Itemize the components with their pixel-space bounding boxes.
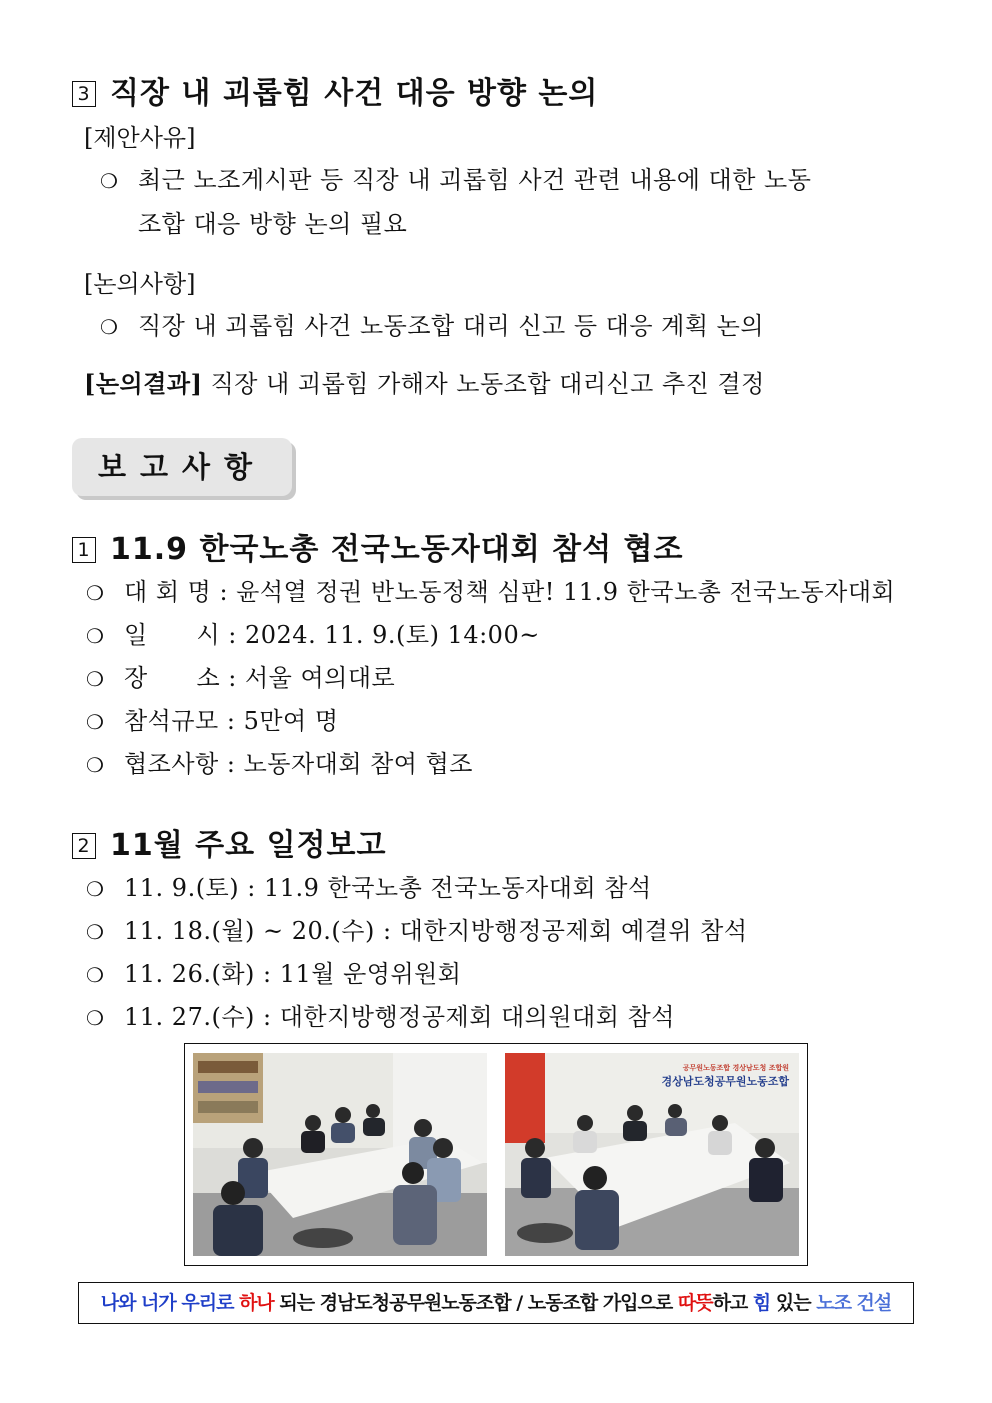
result-line	[84, 364, 765, 399]
slogan-part: 나와 너가 우리로	[100, 1292, 240, 1314]
section-3-title-text: 직장 내 괴롭힘 사건 대응 방향 논의	[110, 76, 599, 111]
list-item-text: 11. 18.(월) ~ 20.(수) : 대한지방행정공제회 예결위 참석	[124, 917, 748, 945]
list-item-text: 11. 26.(화) : 11월 운영위원회	[124, 960, 462, 988]
bullet-circle-icon: ❍	[86, 667, 105, 691]
section-number-box: 1	[72, 537, 96, 563]
bullet-circle-icon: ❍	[86, 624, 105, 648]
result-label: [논의결과]	[84, 369, 203, 398]
slogan-part: 하나	[239, 1292, 274, 1314]
bullet-circle-icon: ❍	[86, 581, 105, 605]
meeting-photo-1	[193, 1053, 487, 1256]
list-item	[86, 615, 540, 650]
slogan-part: 되는 경남도청공무원노동조합 / 노동조합 가입으로	[273, 1292, 678, 1314]
discuss-label: [논의사항]	[84, 270, 196, 298]
reason-label: [제안사유]	[84, 124, 196, 152]
list-item	[86, 911, 748, 946]
section-number-box: 2	[72, 833, 96, 859]
slogan-part: 하고	[712, 1292, 753, 1314]
slogan-part: 있는	[770, 1292, 817, 1314]
report-section-box: 보고사항	[72, 438, 292, 496]
slogan-part: 노조 건설	[816, 1292, 892, 1314]
reason-text-1: 최근 노조게시판 등 직장 내 괴롭힘 사건 관련 내용에 대한 노동	[138, 166, 812, 194]
list-item	[86, 997, 675, 1032]
list-item-text: 일 시 : 2024. 11. 9.(토) 14:00~	[124, 621, 540, 649]
list-item-text: 대 회 명 : 윤석열 정권 반노동정책 심판! 11.9 한국노총 전국노동자대회	[124, 578, 896, 606]
list-item	[86, 954, 462, 989]
bullet-circle-icon: ❍	[86, 710, 105, 734]
list-item	[86, 868, 652, 903]
list-item	[86, 701, 339, 736]
logo-main-text: 경상남도청공무원노동조합	[661, 1075, 789, 1088]
report-2-title-text: 11월 주요 일정보고	[110, 828, 387, 863]
union-logo	[661, 1063, 789, 1089]
logo-subtext: 공무원노동조합 경상남도청 조합원	[682, 1064, 789, 1072]
bullet-circle-icon: ❍	[86, 920, 105, 944]
report-1-title	[72, 524, 684, 568]
discuss-line	[100, 306, 764, 341]
slogan-part: 힘	[752, 1292, 771, 1314]
bullet-circle-icon: ❍	[100, 169, 119, 193]
photo-frame	[184, 1043, 808, 1266]
bullet-circle-icon: ❍	[86, 1006, 105, 1030]
slogan-banner	[78, 1282, 914, 1324]
section-3-title	[72, 68, 598, 112]
slogan-part: 따뜻	[677, 1292, 713, 1314]
reason-line-2: 조합 대응 방향 논의 필요	[138, 210, 408, 238]
report-1-title-text: 11.9 한국노총 전국노동자대회 참석 협조	[110, 532, 684, 567]
discuss-text: 직장 내 괴롭힘 사건 노동조합 대리 신고 등 대응 계획 논의	[138, 312, 765, 340]
list-item-text: 참석규모 : 5만여 명	[124, 707, 339, 735]
list-item	[86, 744, 473, 779]
list-item-text: 11. 9.(토) : 11.9 한국노총 전국노동자대회 참석	[124, 874, 652, 902]
result-text: 직장 내 괴롭힘 가해자 노동조합 대리신고 추진 결정	[210, 370, 765, 398]
section-number-box: 3	[72, 81, 96, 107]
bullet-circle-icon: ❍	[86, 963, 105, 987]
list-item	[86, 572, 895, 607]
meeting-photo-2	[505, 1053, 799, 1256]
report-2-title	[72, 820, 387, 864]
list-item-text: 장 소 : 서울 여의대로	[124, 664, 396, 692]
bullet-circle-icon: ❍	[86, 753, 105, 777]
list-item	[86, 658, 395, 693]
list-item-text: 11. 27.(수) : 대한지방행정공제회 대의원대회 참석	[124, 1003, 675, 1031]
bullet-circle-icon: ❍	[86, 877, 105, 901]
bullet-circle-icon: ❍	[100, 315, 119, 339]
reason-line-1	[100, 160, 811, 195]
list-item-text: 협조사항 : 노동자대회 참여 협조	[124, 750, 473, 778]
